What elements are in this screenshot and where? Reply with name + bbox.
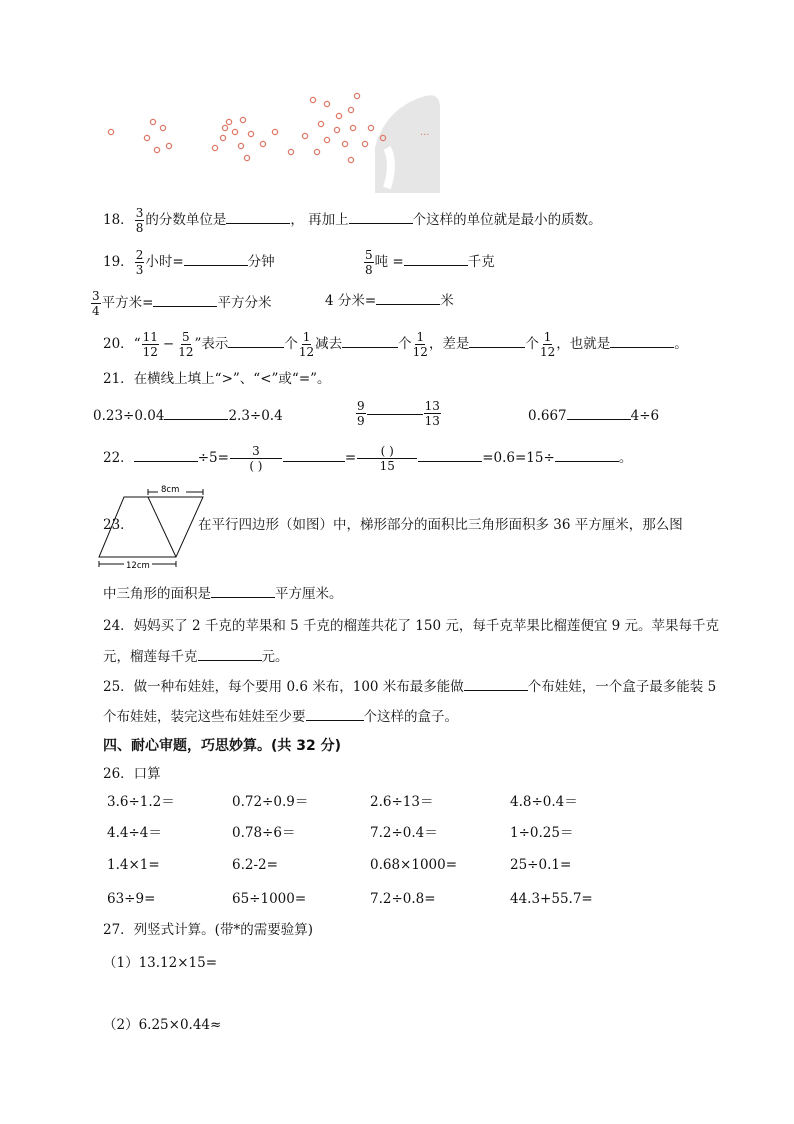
dot-mark (154, 147, 159, 152)
dot-mark (248, 131, 253, 136)
q24-blank[interactable] (198, 646, 262, 661)
q21-b: $\frac{9}{9}$ $\frac{13}{13}$ (357, 399, 440, 428)
q20-blank-2[interactable] (342, 333, 398, 348)
parallelogram-figure (96, 477, 211, 572)
dot-mark (348, 107, 353, 112)
q20-blank-3[interactable] (469, 333, 525, 348)
q19-d: 4 分米= 米 (325, 290, 454, 311)
dot-mark (160, 125, 165, 130)
dot-mark (108, 129, 113, 134)
dot-mark (220, 135, 225, 140)
q22-blank-3[interactable] (418, 447, 482, 462)
dot-mark (348, 157, 353, 162)
dot-mark (334, 127, 339, 132)
q22-blank-2[interactable] (283, 447, 345, 462)
dot-mark (350, 125, 355, 130)
q23-text: 在平行四边形（如图）中，梯形部分的面积比三角形面积多 36 平方厘米，那么图 (198, 517, 683, 533)
dot-mark (166, 143, 171, 148)
dot-mark (324, 137, 329, 142)
q26-label: 26．口算 (103, 766, 161, 782)
dot-mark (150, 119, 155, 124)
calc-item: 2.6÷13＝ (370, 794, 434, 810)
dot-mark (324, 101, 329, 106)
q19-blank-3[interactable] (153, 292, 217, 307)
dot-mark (342, 141, 347, 146)
calc-item: 7.2÷0.4＝ (370, 825, 438, 841)
q27-label: 27．列竖式计算。(带*的需要验算) (103, 922, 313, 938)
q18-blank-2[interactable] (349, 209, 413, 224)
figure-top-label: 8cm (161, 485, 180, 495)
dot-mark (318, 121, 323, 126)
q23-blank[interactable] (211, 583, 275, 598)
q25-line1: 25．做一种布娃娃，每个要用 0.6 米布，100 米布最多能做 个布娃娃，一个盒子最多能装 5 (103, 676, 716, 697)
q19-c: $\frac{3}{4}$ 平方米= 平方分米 (92, 289, 272, 318)
q21-c: 0.667 4÷6 (528, 405, 659, 426)
dot-mark (272, 129, 277, 134)
q21-text: 21．在横线上填上“>”、“<”或“=”。 (103, 371, 331, 387)
calc-item: 1÷0.25＝ (510, 825, 574, 841)
dot-mark (314, 149, 319, 154)
calc-item: 0.72÷0.9＝ (232, 794, 309, 810)
dot-mark (244, 155, 249, 160)
calc-item: 65÷1000= (232, 891, 307, 907)
dot-mark (362, 141, 367, 146)
q24-line1: 24．妈妈买了 2 千克的苹果和 5 千克的榴莲共花了 150 元，每千克苹果比榴莲便宜 9 元。苹果每千克 (103, 618, 720, 634)
q20-blank-1[interactable] (228, 333, 284, 348)
q19-b: $\frac{5}{8}$ 吨 = 千克 (365, 248, 495, 277)
calc-item: 44.3+55.7= (510, 891, 593, 907)
dots-illustration (95, 88, 455, 193)
q25-blank-1[interactable] (464, 676, 528, 691)
calc-item: 3.6÷1.2＝ (107, 794, 175, 810)
figure-bottom-label: 12cm (126, 561, 150, 571)
shadow-shape (375, 95, 440, 193)
calc-item: 6.2-2= (232, 857, 278, 873)
q22-blank-1[interactable] (134, 447, 198, 462)
q21-blank-2[interactable] (367, 413, 423, 415)
q27-part1: （1）13.12×15= (103, 955, 218, 971)
dot-mark (222, 125, 227, 130)
dot-mark (144, 135, 149, 140)
q21-a: 0.23÷0.04 2.3÷0.4 (93, 405, 283, 426)
dot-mark (212, 145, 217, 150)
dot-mark (368, 125, 373, 130)
calc-item: 4.8÷0.4＝ (510, 794, 578, 810)
calc-item: 0.78÷6＝ (232, 825, 296, 841)
q20: 20．“ $\frac{11}{12}$ − $\frac{5}{12}$ ”表示 个 $\frac{1}{12}$ 减去 个 $\frac{1}{12}$ ，差是 个 $\frac{1}{12}$ ，也就是 。 (103, 330, 688, 359)
q22-blank-4[interactable] (555, 447, 619, 462)
q19-blank-4[interactable] (376, 290, 440, 305)
dot-mark (226, 119, 231, 124)
dot-mark (354, 93, 359, 98)
svg-text:···: ··· (420, 130, 430, 141)
calc-item: 0.68×1000= (370, 857, 458, 873)
q25-line2: 个布娃娃，装完这些布娃娃至少要 个这样的盒子。 (103, 706, 458, 727)
q23-num: 23． (103, 517, 134, 533)
calc-item: 7.2÷0.8= (370, 891, 436, 907)
dot-mark (240, 117, 245, 122)
q21-blank-3[interactable] (567, 405, 631, 420)
calc-item: 63÷9= (107, 891, 156, 907)
dot-mark (302, 133, 307, 138)
dot-mark (310, 97, 315, 102)
section-title: 四、耐心审题，巧思妙算。(共 32 分) (103, 738, 342, 754)
q19-blank-2[interactable] (404, 251, 468, 266)
dot-mark (336, 113, 341, 118)
q19-a: 19． $\frac{2}{3}$ 小时= 分钟 (103, 248, 275, 277)
calc-item: 1.4×1= (107, 857, 160, 873)
q21-blank-1[interactable] (164, 405, 228, 420)
calc-item: 25÷0.1= (510, 857, 572, 873)
q23-line2: 中三角形的面积是 平方厘米。 (103, 583, 343, 604)
dot-mark (288, 149, 293, 154)
calc-item: 4.4÷4＝ (107, 825, 162, 841)
q24-line2: 元，榴莲每千克 元。 (103, 646, 289, 667)
q19-blank-1[interactable] (184, 251, 248, 266)
q20-blank-4[interactable] (610, 333, 674, 348)
dot-mark (232, 129, 237, 134)
q27-part2: （2）6.25×0.44≈ (103, 1017, 222, 1033)
q22: 22． ÷5= $\frac{3}{( )}$ = $\frac{( )}{15}$ =0.6=15÷ 。 (103, 444, 633, 473)
dot-mark (260, 141, 265, 146)
q18-blank-1[interactable] (226, 209, 290, 224)
q18: 18． $\frac{3}{8}$ 的分数单位是 ， 再加上 个这样的单位就是最小的质数。 (103, 206, 602, 235)
dot-mark (238, 143, 243, 148)
q25-blank-2[interactable] (306, 706, 364, 721)
